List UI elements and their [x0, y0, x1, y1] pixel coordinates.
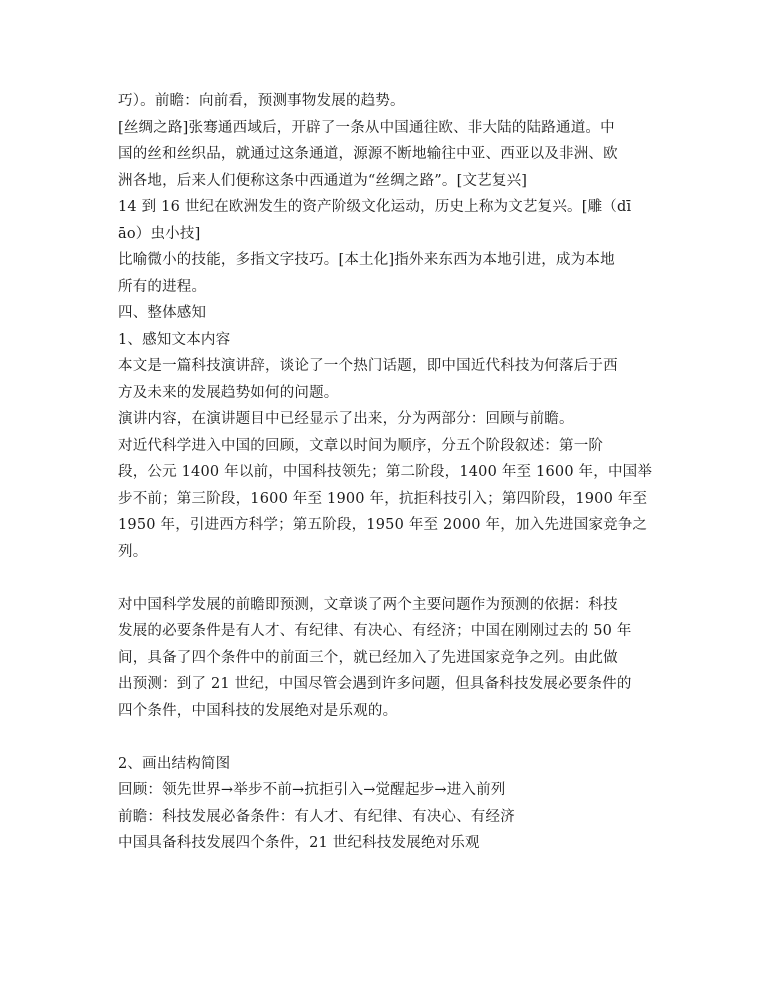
text-line: 对中国科学发展的前瞻即预测，文章谈了两个主要问题作为预测的依据：科技: [118, 596, 618, 613]
text-line: 列。: [118, 543, 148, 560]
text-line: 对近代科学进入中国的回顾，文章以时间为顺序，分五个阶段叙述：第一阶: [118, 437, 604, 454]
text-line: 巧）。前瞻：向前看，预测事物发展的趋势。: [118, 93, 405, 109]
subsection-heading: 1、感知文本内容: [118, 331, 231, 348]
document-body: [118, 88, 658, 857]
text-line: 所有的进程。: [118, 278, 207, 295]
text-line: 演讲内容，在演讲题目中已经显示了出来，分为两部分：回顾与前瞻。: [118, 411, 574, 427]
text-line: 14 到 16 世纪在欧洲发生的资产阶级文化运动，历史上称为文艺复兴。[雕（dī: [118, 199, 632, 215]
text-line: [丝绸之路]张骞通西域后，开辟了一条从中国通往欧、非大陆的陆路通道。中: [118, 119, 615, 136]
text-line: 本文是一篇科技演讲辞，谈论了一个热门话题，即中国近代科技为何落后于西: [118, 358, 618, 374]
section-heading: 四、整体感知: [118, 305, 207, 321]
text-line: 出预测：到了 21 世纪，中国尽管会遇到许多问题，但具备科技发展必要条件的: [118, 676, 632, 692]
text-line: 发展的必要条件是有人才、有纪律、有决心、有经济；中国在刚刚过去的 50 年: [118, 623, 632, 639]
text-line: 国的丝和丝织品，就通过这条通道，源源不断地输往中亚、西亚以及非洲、欧: [118, 146, 618, 162]
text-line: 步不前；第三阶段，1600 年至 1900 年，抗拒科技引入；第四阶段，1900 年至: [118, 490, 648, 507]
text-line: āo）虫小技]: [118, 225, 201, 242]
text-line: 段，公元 1400 年以前，中国科技领先；第二阶段，1400 年至 1600 年，中国举: [118, 464, 653, 480]
paragraph-gap: [118, 565, 658, 592]
text-line: 回顾：领先世界→举步不前→抗拒引入→觉醒起步→进入前列: [118, 782, 506, 798]
text-line: 比喻微小的技能，多指文字技巧。[本土化]指外来东西为本地引进，成为本地: [118, 252, 615, 268]
text-line: 前瞻：科技发展必备条件：有人才、有纪律、有决心、有经济: [118, 808, 515, 825]
text-line: 中国具备科技发展四个条件，21 世纪科技发展绝对乐观: [118, 835, 480, 851]
subsection-heading: 2、画出结构简图: [118, 755, 231, 772]
text-line: 四个条件，中国科技的发展绝对是乐观的。: [118, 702, 398, 719]
text-line: 1950 年，引进西方科学；第五阶段，1950 年至 2000 年，加入先进国家竞争之: [118, 517, 648, 533]
text-line: 方及未来的发展趋势如何的问题。: [118, 384, 339, 401]
paragraph-gap: [118, 724, 658, 751]
text-line: 间，具备了四个条件中的前面三个，就已经加入了先进国家竞争之列。由此做: [118, 649, 618, 666]
text-line: 洲各地，后来人们便称这条中西通道为“丝绸之路”。[文艺复兴]: [118, 172, 528, 189]
